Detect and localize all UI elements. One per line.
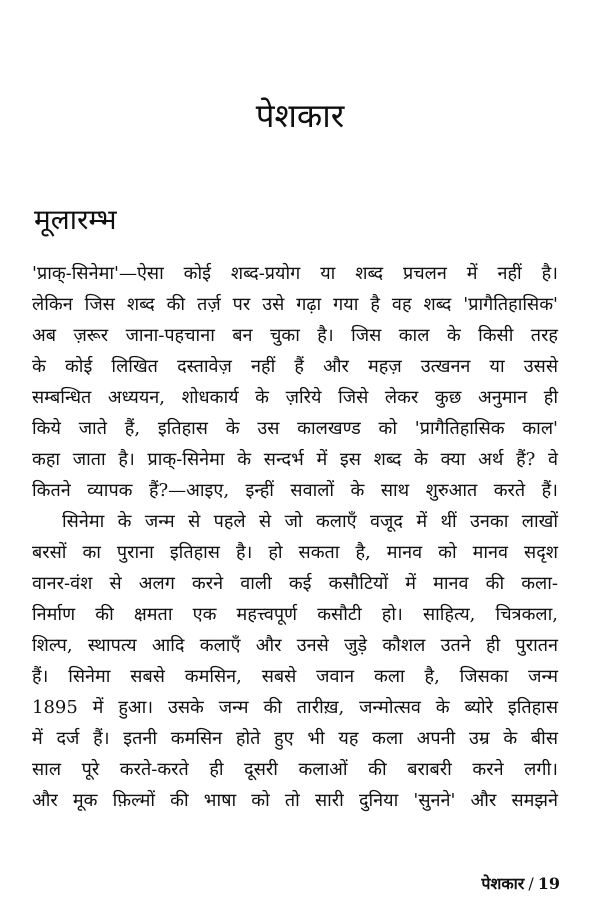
text-line: हैं। सिनेमा सबसे कमसिन, सबसे जवान कला है, जिसका जन्म bbox=[32, 666, 558, 687]
text-line: 1895 में हुआ। उसके जन्म की तारीख़, जन्मोत्सव के ब्योरे इतिहास bbox=[32, 697, 558, 718]
text-line: कितने व्यापक हैं?—आइए, इन्हीं सवालों के साथ शुरुआत करते हैं। bbox=[32, 480, 558, 501]
running-title: पेशकार bbox=[481, 874, 525, 893]
text-line: वानर-वंश से अलग करने वाली कई कसौटियों में मानव की कला- bbox=[32, 573, 558, 594]
text-line: सम्बन्धित अध्ययन, शोधकार्य के ज़रिये जिसे लेकर कुछ अनुमान ही bbox=[32, 387, 558, 408]
page-footer bbox=[481, 874, 560, 894]
text-line: में दर्ज हैं। इतनी कमसिन होते हुए भी यह कला अपनी उम्र के बीस bbox=[32, 728, 558, 749]
text-line: शिल्प, स्थापत्य आदि कलाएँ और उनसे जुड़े कौशल उतने ही पुरातन bbox=[32, 635, 558, 656]
page-number: 19 bbox=[537, 874, 560, 893]
text-line: और मूक फ़िल्मों की भाषा को तो सारी दुनिया 'सुनने' और समझने bbox=[32, 790, 558, 811]
text-line: बरसों का पुराना इतिहास है। हो सकता है, मानव को मानव सदृश bbox=[32, 542, 558, 563]
footer-separator: / bbox=[528, 874, 534, 893]
section-heading: मूलारम्भ bbox=[34, 203, 117, 236]
text-line: लेकिन जिस शब्द की तर्ज़ पर उसे गढ़ा गया है वह शब्द 'प्रागैतिहासिक' bbox=[32, 294, 558, 315]
text-line: 'प्राक्-सिनेमा'—ऐसा कोई शब्द-प्रयोग या शब्द प्रचलन में नहीं है। bbox=[32, 263, 558, 284]
text-line: के कोई लिखित दस्तावेज़ नहीं हैं और महज़ उत्खनन या उससे bbox=[32, 356, 558, 377]
body-text bbox=[32, 258, 558, 816]
text-line: अब ज़रूर जाना-पहचाना बन चुका है। जिस काल के किसी तरह bbox=[32, 325, 558, 346]
text-line: कहा जाता है। प्राक्-सिनेमा के सन्दर्भ में इस शब्द के क्या अर्थ हैं? वे bbox=[32, 449, 558, 470]
chapter-title: पेशकार bbox=[255, 96, 345, 135]
text-line: साल पूरे करते-करते ही दूसरी कलाओं की बराबरी करने लगी। bbox=[32, 759, 558, 780]
paragraph-first-line: सिनेमा के जन्म से पहले से जो कलाएँ वजूद में थीं उनका लाखों bbox=[62, 511, 558, 532]
text-line: निर्माण की क्षमता एक महत्त्वपूर्ण कसौटी हो। साहित्य, चित्रकला, bbox=[32, 604, 558, 625]
text-line: किये जाते हैं, इतिहास के उस कालखण्ड को 'प्रागैतिहासिक काल' bbox=[32, 418, 558, 439]
